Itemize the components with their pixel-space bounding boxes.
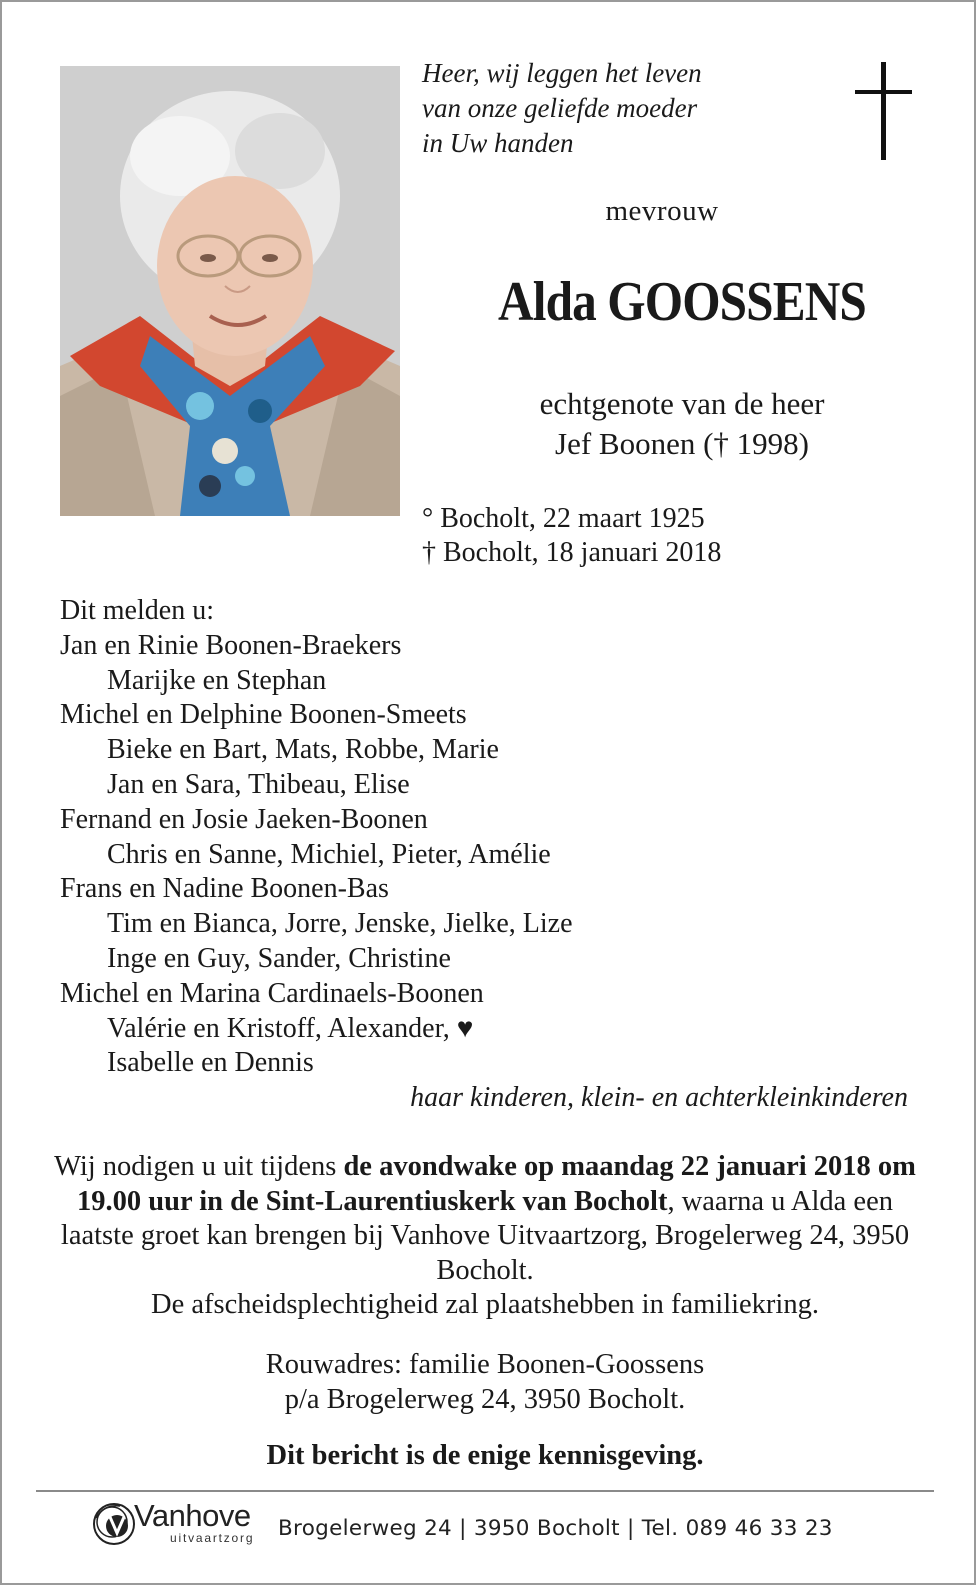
family-row: Chris en Sanne, Michiel, Pieter, Amélie	[107, 838, 551, 870]
invitation-part2: , waarna u Alda een laatste groet kan brengen bij Vanhove Uitvaartzorg, Brogelerweg 24, 3950 Bocholt.	[60, 1185, 910, 1286]
verse-line: van onze geliefde moeder	[422, 93, 698, 123]
family-row: Jan en Rinie Boonen-Braekers	[60, 629, 402, 661]
family-row: Valérie en Kristoff, Alexander, ♥	[107, 1012, 474, 1044]
verse	[422, 56, 782, 161]
family-row: Fernand en Josie Jaeken-Boonen	[60, 803, 428, 835]
sole-notice: Dit bericht is de enige kennisgeving.	[266, 1440, 704, 1471]
family-list	[60, 594, 920, 1081]
verse-line: Heer, wij leggen het leven	[422, 58, 702, 88]
family-intro: Dit melden u:	[60, 595, 214, 626]
vanhove-logo-icon	[90, 1498, 140, 1548]
invitation-wake-details: de avondwake op maandag 22 januari 2018 om 19.00 uur in de Sint-Laurentiuskerk van Bocholt	[77, 1151, 916, 1217]
verse-line: in Uw handen	[422, 128, 574, 158]
family-row: Isabelle en Dennis	[107, 1047, 314, 1079]
family-row: Inge en Guy, Sander, Christine	[107, 942, 451, 974]
spouse-line: echtgenote van de heer	[539, 386, 825, 421]
mourning-address	[42, 1348, 928, 1417]
invitation-part3: De afscheidsplechtigheid zal plaatshebben in familiekring.	[151, 1289, 819, 1320]
family-row: Bieke en Bart, Mats, Robbe, Marie	[107, 734, 499, 766]
family-row: Jan en Sara, Thibeau, Elise	[107, 768, 410, 800]
death-date: † Bocholt, 18 januari 2018	[422, 537, 722, 568]
family-row: Marijke en Stephan	[107, 664, 327, 696]
birth-date: ° Bocholt, 22 maart 1925	[422, 503, 705, 534]
spouse-info	[422, 384, 942, 464]
address-line: Rouwadres: familie Boonen-Goossens	[265, 1349, 705, 1380]
portrait-photo	[60, 66, 400, 516]
family-row: Tim en Bianca, Jorre, Jenske, Jielke, Lize	[107, 908, 573, 940]
funeral-home-logo	[90, 1498, 265, 1548]
invitation-text	[42, 1150, 928, 1323]
address-line: p/a Brogelerweg 24, 3950 Bocholt.	[284, 1383, 686, 1415]
spouse-name: Jef Boonen († 1998)	[555, 426, 809, 461]
footer-contact: Brogelerweg 24 | 3950 Bocholt | Tel. 089 46 33 23	[278, 1516, 833, 1541]
invitation-part1: Wij nodigen u uit tijdens	[54, 1151, 344, 1182]
logo-name: Vanhove	[134, 1498, 251, 1533]
deceased-name: Alda GOOSSENS	[498, 271, 866, 333]
family-relation: haar kinderen, klein- en achterkleinkinderen	[410, 1082, 908, 1113]
family-row: Michel en Delphine Boonen-Smeets	[60, 699, 467, 731]
divider	[36, 1490, 934, 1492]
cross-icon	[855, 62, 913, 162]
logo-subtitle: uitvaartzorg	[170, 1531, 255, 1545]
family-row: Frans en Nadine Boonen-Bas	[60, 873, 389, 905]
family-row: Michel en Marina Cardinaels-Boonen	[60, 977, 484, 1009]
life-dates	[422, 502, 721, 570]
honorific: mevrouw	[605, 195, 719, 227]
